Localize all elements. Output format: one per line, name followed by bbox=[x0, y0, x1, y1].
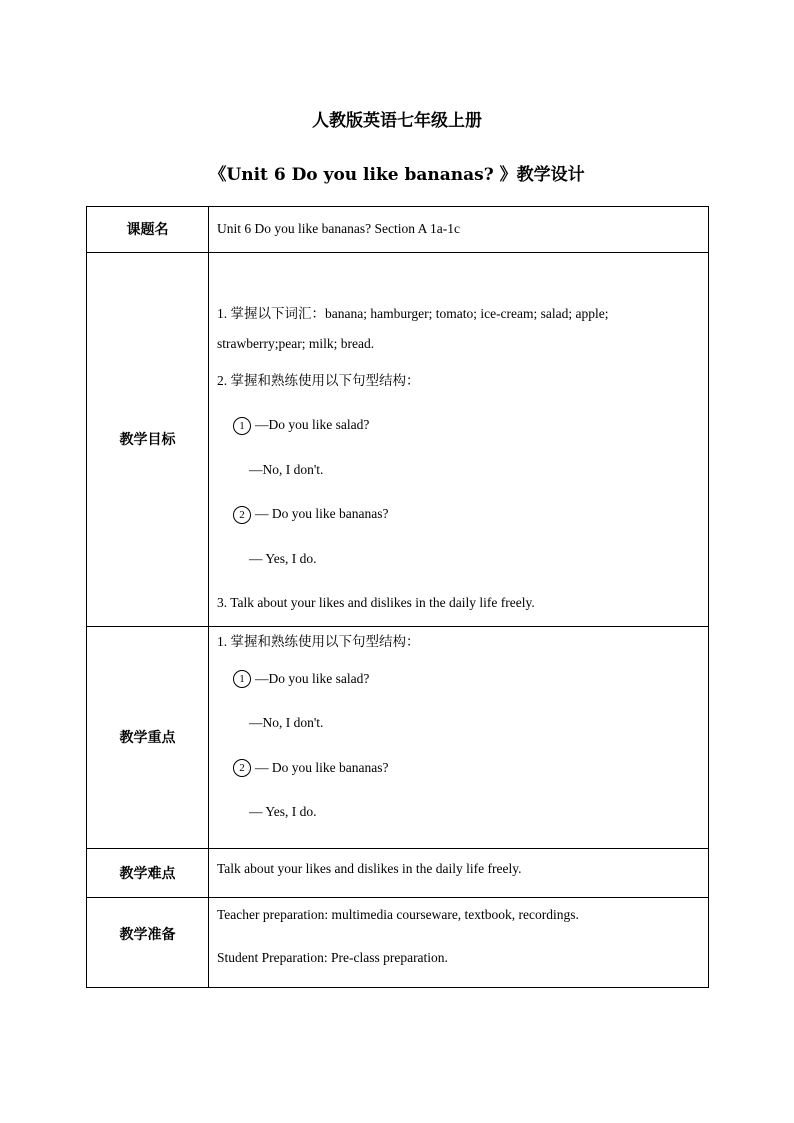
table-row-topic bbox=[87, 207, 709, 253]
objectives-answer-2: — Yes, I do. bbox=[249, 550, 317, 566]
document-title: 人教版英语七年级上册 bbox=[312, 111, 482, 131]
preparation-teacher: Teacher preparation: multimedia courseware, textbook, recordings. bbox=[217, 906, 579, 922]
key-points-question-2 bbox=[209, 746, 708, 791]
preparation-cell bbox=[209, 897, 709, 987]
key-points-label: 教学重点 bbox=[87, 626, 209, 848]
topic-cell bbox=[209, 207, 709, 253]
difficulties-content: Talk about your likes and dislikes in the daily life freely. bbox=[217, 860, 522, 876]
circled-number: 1 bbox=[233, 670, 251, 688]
document-subtitle: 《Unit 6 Do you like bananas? 》教学设计 bbox=[209, 165, 585, 185]
key-points-cell bbox=[209, 626, 709, 848]
key-points-answer-1: —No, I don't. bbox=[249, 715, 324, 730]
objectives-cell bbox=[209, 252, 709, 626]
table-row-key-points bbox=[87, 626, 709, 848]
objectives-line-2: strawberry;pear; milk; bread. bbox=[217, 335, 375, 351]
objectives-answer-1: —No, I don't. bbox=[249, 461, 324, 477]
objectives-question-2 bbox=[209, 492, 708, 537]
circled-number: 2 bbox=[233, 759, 251, 777]
topic-label: 课题名 bbox=[87, 207, 209, 253]
question-text: — Do you like bananas? bbox=[255, 506, 389, 521]
objectives-label: 教学目标 bbox=[87, 252, 209, 626]
objectives-line-4: 3. Talk about your likes and dislikes in the daily life freely. bbox=[217, 595, 535, 610]
key-points-question-1 bbox=[209, 657, 708, 702]
key-points-answer-2: — Yes, I do. bbox=[249, 804, 317, 819]
lesson-plan-table bbox=[86, 206, 709, 988]
topic-content: Unit 6 Do you like bananas? Section A 1a-1c bbox=[217, 221, 460, 236]
question-text: —Do you like salad? bbox=[255, 670, 370, 686]
objectives-question-1 bbox=[209, 403, 708, 448]
difficulties-label: 教学难点 bbox=[87, 848, 209, 897]
key-points-line-1: 1. 掌握和熟练使用以下句型结构： bbox=[217, 633, 420, 649]
preparation-student: Student Preparation: Pre-class preparation. bbox=[217, 949, 448, 965]
table-row-objectives bbox=[87, 252, 709, 626]
objectives-line-1: 1. 掌握以下词汇：banana; hamburger; tomato; ice-cream; salad; apple; bbox=[217, 305, 609, 321]
question-text: —Do you like salad? bbox=[255, 417, 370, 432]
table-row-preparation bbox=[87, 897, 709, 987]
difficulties-cell bbox=[209, 848, 709, 897]
table-row-difficulties bbox=[87, 848, 709, 897]
objectives-line-3: 2. 掌握和熟练使用以下句型结构： bbox=[217, 372, 420, 388]
circled-number: 1 bbox=[233, 417, 251, 435]
question-text: — Do you like bananas? bbox=[255, 759, 389, 775]
preparation-label: 教学准备 bbox=[87, 897, 209, 987]
circled-number: 2 bbox=[233, 506, 251, 524]
